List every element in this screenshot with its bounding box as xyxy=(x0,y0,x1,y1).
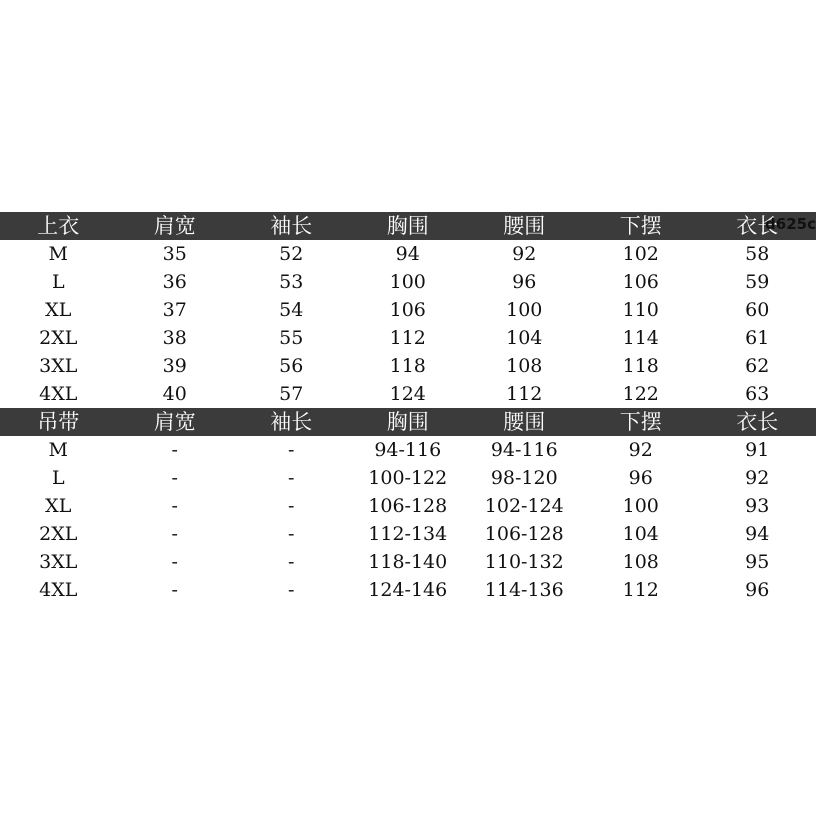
bust-cell: 118 xyxy=(389,355,426,377)
header-cell-waist: 腰围 xyxy=(503,214,546,238)
length-cell: 96 xyxy=(745,579,770,601)
hem-cell: 104 xyxy=(622,523,659,545)
size-cell: 3XL xyxy=(39,551,78,573)
size-cell: 4XL xyxy=(39,383,78,405)
sleeve-cell: - xyxy=(288,495,295,517)
hem-cell: 100 xyxy=(622,495,659,517)
shoulder-cell: - xyxy=(171,439,178,461)
shoulder-cell: - xyxy=(171,551,178,573)
sleeve-cell: 52 xyxy=(279,243,304,265)
length-cell: 58 xyxy=(745,243,770,265)
hem-cell: 118 xyxy=(622,355,659,377)
size-cell: 2XL xyxy=(39,327,78,349)
bust-cell: 106-128 xyxy=(368,495,448,517)
header-cell-sleeve: 袖长 xyxy=(270,410,313,434)
table-row xyxy=(0,492,816,520)
slip-header-row xyxy=(0,408,816,436)
bust-cell: 118-140 xyxy=(368,551,448,573)
header-cell-hem: 下摆 xyxy=(619,410,662,434)
header-cell-category: 上衣 xyxy=(37,214,80,238)
waist-cell: 106-128 xyxy=(484,523,564,545)
hem-cell: 114 xyxy=(622,327,659,349)
waist-cell: 92 xyxy=(512,243,537,265)
size-cell: XL xyxy=(45,495,72,517)
sleeve-cell: 54 xyxy=(279,299,304,321)
bust-cell: 100 xyxy=(389,271,426,293)
bust-cell: 106 xyxy=(389,299,426,321)
bust-cell: 94 xyxy=(395,243,420,265)
hem-cell: 92 xyxy=(628,439,653,461)
shoulder-cell: - xyxy=(171,523,178,545)
sleeve-cell: 57 xyxy=(279,383,304,405)
header-cell-length: 衣长 xyxy=(736,214,779,238)
table-row xyxy=(0,240,816,268)
size-cell: 4XL xyxy=(39,579,78,601)
bust-cell: 124-146 xyxy=(368,579,448,601)
table-row xyxy=(0,548,816,576)
size-cell: 3XL xyxy=(39,355,78,377)
shoulder-cell: 38 xyxy=(162,327,187,349)
shoulder-cell: 35 xyxy=(162,243,187,265)
header-cell-category: 吊带 xyxy=(37,410,80,434)
length-cell: 95 xyxy=(745,551,770,573)
shoulder-cell: 39 xyxy=(162,355,187,377)
hem-cell: 106 xyxy=(622,271,659,293)
shoulder-cell: - xyxy=(171,467,178,489)
size-cell: 2XL xyxy=(39,523,78,545)
table-row xyxy=(0,436,816,464)
table-row xyxy=(0,352,816,380)
sleeve-cell: - xyxy=(288,467,295,489)
hem-cell: 96 xyxy=(628,467,653,489)
length-cell: 62 xyxy=(745,355,770,377)
header-cell-waist: 腰围 xyxy=(503,410,546,434)
size-cell: M xyxy=(48,243,68,265)
slip-size-table xyxy=(0,408,816,604)
waist-cell: 102-124 xyxy=(484,495,564,517)
waist-cell: 114-136 xyxy=(484,579,564,601)
header-cell-shoulder: 肩宽 xyxy=(153,214,196,238)
size-chart xyxy=(0,212,816,604)
waist-cell: 96 xyxy=(512,271,537,293)
header-cell-hem: 下摆 xyxy=(619,214,662,238)
header-cell-length: 衣长 xyxy=(736,410,779,434)
hem-cell: 112 xyxy=(622,579,659,601)
size-cell: M xyxy=(48,439,68,461)
tops-size-table xyxy=(0,212,816,408)
table-row xyxy=(0,380,816,408)
bust-cell: 100-122 xyxy=(368,467,448,489)
sleeve-cell: - xyxy=(288,523,295,545)
waist-cell: 110-132 xyxy=(484,551,564,573)
sleeve-cell: 53 xyxy=(279,271,304,293)
hem-cell: 102 xyxy=(622,243,659,265)
shoulder-cell: 37 xyxy=(162,299,187,321)
size-cell: L xyxy=(51,271,65,293)
size-cell: L xyxy=(51,467,65,489)
sleeve-cell: 55 xyxy=(279,327,304,349)
table-row xyxy=(0,268,816,296)
hem-cell: 108 xyxy=(622,551,659,573)
table-row xyxy=(0,520,816,548)
length-cell: 91 xyxy=(745,439,770,461)
sleeve-cell: - xyxy=(288,439,295,461)
shoulder-cell: 40 xyxy=(162,383,187,405)
length-cell: 61 xyxy=(745,327,770,349)
waist-cell: 104 xyxy=(506,327,543,349)
waist-cell: 94-116 xyxy=(490,439,558,461)
length-cell: 93 xyxy=(745,495,770,517)
header-cell-bust: 胸围 xyxy=(386,410,429,434)
waist-cell: 100 xyxy=(506,299,543,321)
shoulder-cell: - xyxy=(171,495,178,517)
table-row xyxy=(0,464,816,492)
waist-cell: 112 xyxy=(506,383,543,405)
waist-cell: 108 xyxy=(506,355,543,377)
sleeve-cell: 56 xyxy=(279,355,304,377)
sleeve-cell: - xyxy=(288,551,295,573)
hem-cell: 110 xyxy=(622,299,659,321)
length-cell: 63 xyxy=(745,383,770,405)
shoulder-cell: 36 xyxy=(162,271,187,293)
bust-cell: 112 xyxy=(389,327,426,349)
watermark-text: d625c xyxy=(765,215,816,233)
header-cell-bust: 胸围 xyxy=(386,214,429,238)
sleeve-cell: - xyxy=(288,579,295,601)
hem-cell: 122 xyxy=(622,383,659,405)
header-cell-shoulder: 肩宽 xyxy=(153,410,196,434)
length-cell: 92 xyxy=(745,467,770,489)
length-cell: 59 xyxy=(745,271,770,293)
waist-cell: 98-120 xyxy=(490,467,558,489)
table-row xyxy=(0,576,816,604)
table-row xyxy=(0,296,816,324)
table-row xyxy=(0,324,816,352)
bust-cell: 124 xyxy=(389,383,426,405)
length-cell: 60 xyxy=(745,299,770,321)
bust-cell: 112-134 xyxy=(368,523,448,545)
header-cell-sleeve: 袖长 xyxy=(270,214,313,238)
bust-cell: 94-116 xyxy=(374,439,442,461)
size-cell: XL xyxy=(45,299,72,321)
shoulder-cell: - xyxy=(171,579,178,601)
length-cell: 94 xyxy=(745,523,770,545)
tops-header-row xyxy=(0,212,816,240)
